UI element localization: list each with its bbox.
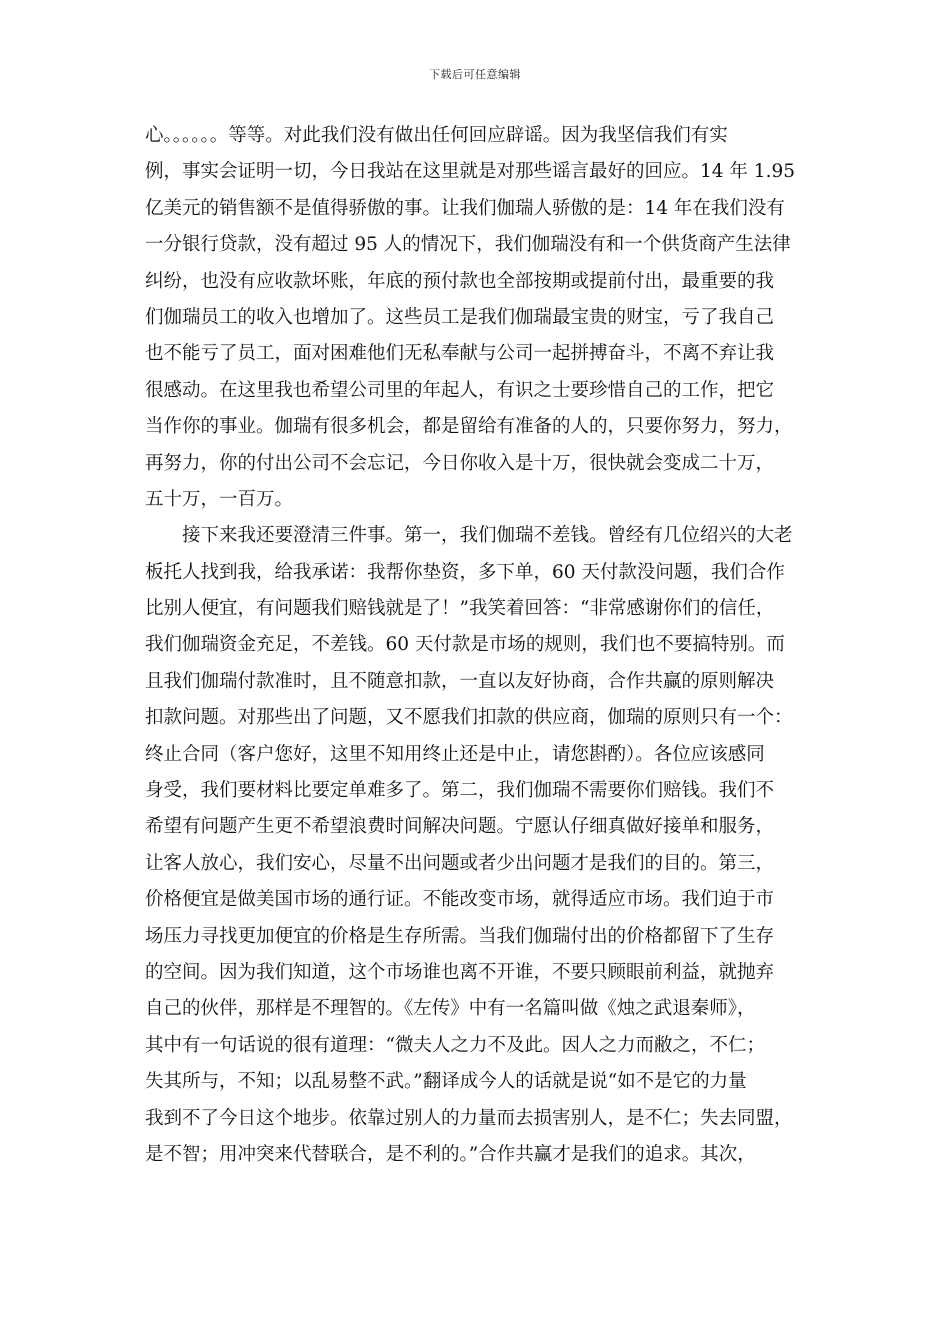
page-header: 下载后可任意编辑 xyxy=(429,68,521,81)
text-line: 的空间。因为我们知道，这个市场谁也离不开谁，不要只顾眼前利益，就抛弃 xyxy=(145,961,775,983)
text-line: 场压力寻找更加便宜的价格是生存所需。当我们伽瑞付出的价格都留下了生存 xyxy=(145,925,775,947)
text-line: 失其所与，不知；以乱易整不武。”翻译成今人的话就是说“如不是它的力量 xyxy=(145,1071,747,1093)
text-line: 例，事实会证明一切，今日我站在这里就是对那些谣言最好的回应。14 年 1.95 xyxy=(145,161,795,183)
text-line: 一分银行贷款，没有超过 95 人的情况下，我们伽瑞没有和一个供货商产生法律 xyxy=(145,234,791,256)
text-line: 其中有一句话说的很有道理：“微夫人之力不及此。因人之力而敝之，不仁； xyxy=(145,1034,765,1056)
text-line: 亿美元的销售额不是值得骄傲的事。让我们伽瑞人骄傲的是：14 年在我们没有 xyxy=(145,197,785,219)
text-line: 扣款问题。对那些出了问题，又不愿我们扣款的供应商，伽瑞的原则只有一个： xyxy=(145,707,793,729)
text-line: 身受，我们要材料比要定单难多了。第二，我们伽瑞不需要你们赔钱。我们不 xyxy=(145,780,775,802)
text-line: 纠纷，也没有应收款坏账，年底的预付款也全部按期或提前付出，最重要的我 xyxy=(145,270,775,292)
text-line: 自己的伙伴，那样是不理智的。《左传》中有一名篇叫做《烛之武退秦师》， xyxy=(145,998,756,1020)
text-line: 比别人便宜，有问题我们赔钱就是了！”我笑着回答：“非常感谢你们的信任， xyxy=(145,598,775,620)
text-line: 也不能亏了员工，面对困难他们无私奉献与公司一起拼搏奋斗，不离不弃让我 xyxy=(145,343,775,365)
text-line: 再努力，你的付出公司不会忘记，今日你收入是十万，很快就会变成二十万， xyxy=(145,452,775,474)
text-line: 终止合同（客户您好，这里不知用终止还是中止，请您斟酌）。各位应该感同 xyxy=(145,743,765,765)
text-line: 当作你的事业。伽瑞有很多机会，都是留给有准备的人的，只要你努力，努力， xyxy=(145,416,793,438)
text-line: 我到不了今日这个地步。依靠过别人的力量而去损害别人，是不仁；失去同盟， xyxy=(145,1107,793,1129)
text-line: 们伽瑞员工的收入也增加了。这些员工是我们伽瑞最宝贵的财宝，亏了我自己 xyxy=(145,306,775,328)
text-line: 接下来我还要澄清三件事。第一，我们伽瑞不差钱。曾经有几位绍兴的大老 xyxy=(145,525,793,547)
text-line: 是不智；用冲突来代替联合，是不利的。”合作共赢才是我们的追求。其次， xyxy=(145,1143,756,1165)
text-line: 且我们伽瑞付款准时，且不随意扣款，一直以友好协商，合作共赢的原则解决 xyxy=(145,670,775,692)
text-line: 让客人放心，我们安心，尽量不出问题或者少出问题才是我们的目的。第三， xyxy=(145,852,775,874)
text-line: 价格便宜是做美国市场的通行证。不能改变市场，就得适应市场。我们迫于市 xyxy=(145,889,775,911)
text-line: 很感动。在这里我也希望公司里的年起人，有识之士要珍惜自己的工作，把它 xyxy=(145,379,775,401)
text-line: 五十万，一百万。 xyxy=(145,488,294,510)
body-text xyxy=(145,118,835,1173)
text-line: 希望有问题产生更不希望浪费时间解决问题。宁愿认仔细真做好接单和服务， xyxy=(145,816,775,838)
text-line: 板托人找到我，给我承诺：我帮你垫资，多下单，60 天付款没问题，我们合作 xyxy=(145,561,785,583)
text-line: 心。。。。。。等等。对此我们没有做出任何回应辟谣。因为我坚信我们有实 xyxy=(145,125,728,146)
text-line: 我们伽瑞资金充足，不差钱。60 天付款是市场的规则，我们也不要搞特别。而 xyxy=(145,634,785,656)
